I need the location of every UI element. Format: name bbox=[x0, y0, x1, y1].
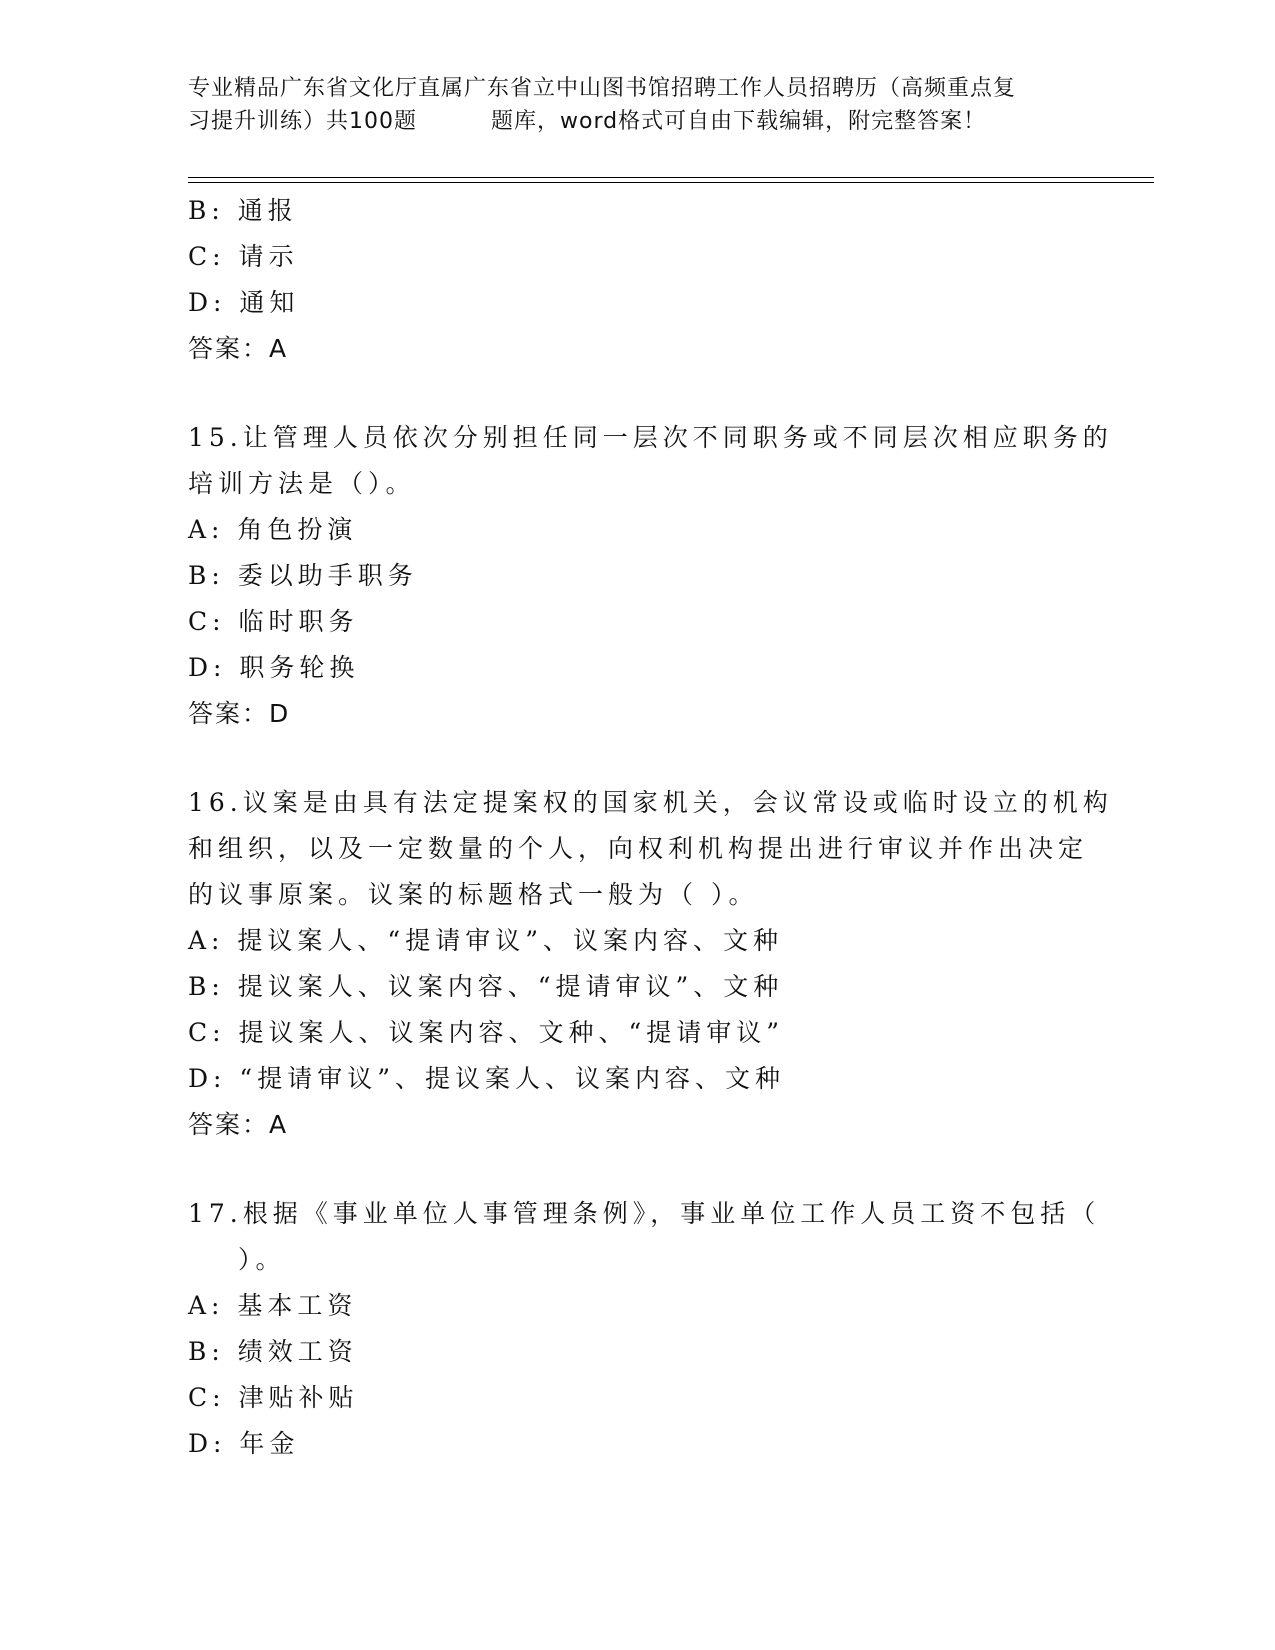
option-b: B: 委以助手职务 bbox=[188, 561, 418, 590]
question-stem: 17.根据《事业单位人事管理条例》，事业单位工作人员工资不包括（ bbox=[188, 1199, 1101, 1228]
option-b: B: 绩效工资 bbox=[188, 1337, 358, 1366]
header-divider-top bbox=[188, 177, 1154, 178]
header-line-2 bbox=[188, 105, 1088, 138]
option-c: C: 津贴补贴 bbox=[188, 1383, 359, 1412]
answer: 答案：A bbox=[188, 1110, 289, 1139]
question-15 bbox=[188, 415, 1113, 737]
answer: 答案：A bbox=[188, 334, 289, 363]
option-d: D: 年金 bbox=[188, 1429, 300, 1458]
header-line-1: 专业精品广东省文化厅直属广东省立中山图书馆招聘工作人员招聘历（高频重点复 bbox=[188, 76, 1017, 101]
answer: 答案：D bbox=[188, 699, 291, 728]
option-c: C: 请示 bbox=[188, 242, 299, 271]
option-c: C: 临时职务 bbox=[188, 607, 359, 636]
question-stem: 的议事原案。议案的标题格式一般为（ ）。 bbox=[188, 880, 759, 909]
question-16 bbox=[188, 780, 1113, 1148]
header-divider-bottom bbox=[188, 182, 1154, 183]
option-a: A: 提议案人、“提请审议”、议案内容、文种 bbox=[188, 926, 783, 955]
option-d: D: “提请审议”、提议案人、议案内容、文种 bbox=[188, 1064, 785, 1093]
header-line-2-part-a: 习提升训练）共100题 bbox=[188, 109, 417, 134]
option-b: B: 通报 bbox=[188, 196, 298, 225]
option-c: C: 提议案人、议案内容、文种、“提请审议” bbox=[188, 1018, 785, 1047]
question-stem: 培训方法是（）。 bbox=[188, 469, 416, 498]
question-stem: 15.让管理人员依次分别担任同一层次不同职务或不同层次相应职务的 bbox=[188, 423, 1113, 452]
option-d: D: 通知 bbox=[188, 288, 300, 317]
option-a: A: 基本工资 bbox=[188, 1291, 358, 1320]
question-17 bbox=[188, 1191, 1101, 1467]
question-list bbox=[188, 188, 1113, 1467]
question-stem: 16.议案是由具有法定提案权的国家机关，会议常设或临时设立的机构 bbox=[188, 788, 1113, 817]
question-14-tail bbox=[188, 188, 1088, 372]
header-line-2-part-b: 题库，word格式可自由下载编辑，附完整答案！ bbox=[491, 109, 987, 134]
option-d: D: 职务轮换 bbox=[188, 653, 360, 682]
question-stem: 和组织，以及一定数量的个人，向权利机构提出进行审议并作出决定 bbox=[188, 834, 1089, 863]
page-header bbox=[188, 72, 1088, 138]
option-a: A: 角色扮演 bbox=[188, 515, 358, 544]
question-stem: ）。 bbox=[238, 1245, 286, 1274]
option-b: B: 提议案人、议案内容、“提请审议”、文种 bbox=[188, 972, 784, 1001]
